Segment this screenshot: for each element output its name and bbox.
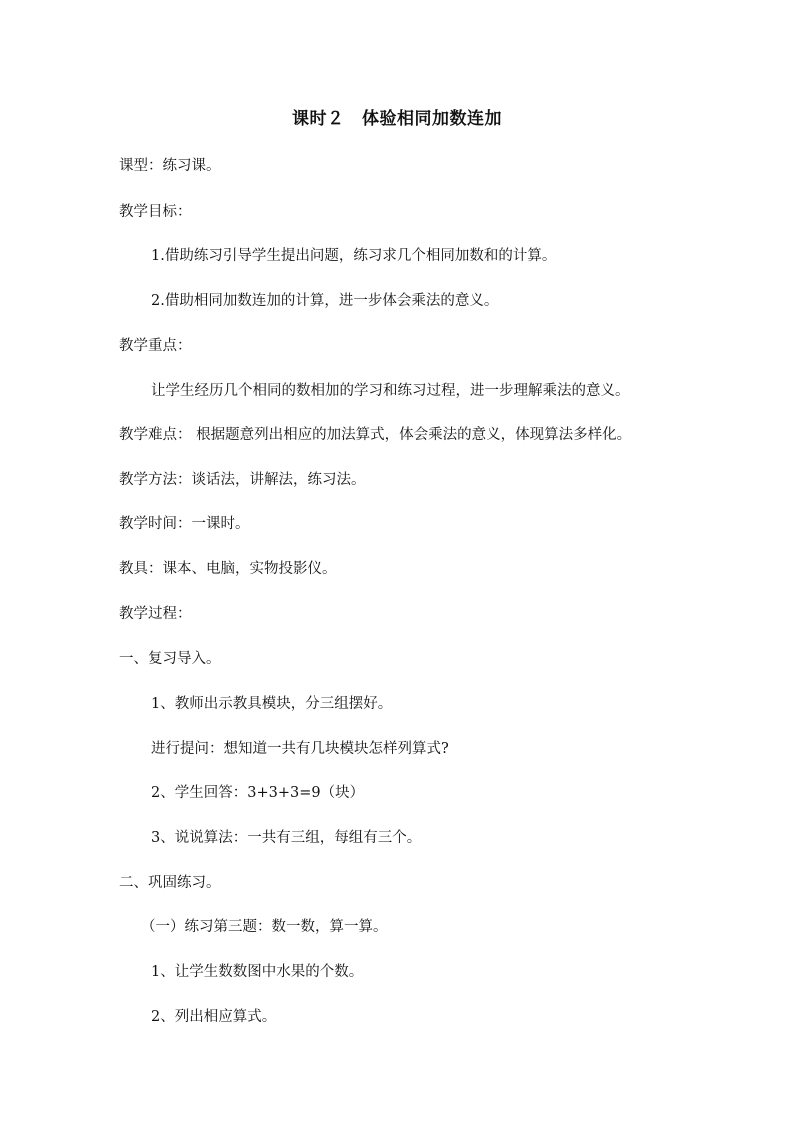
section-2-step-1: 1、让学生数数图中水果的个数。: [151, 964, 364, 980]
difficulty-line: 教学难点： 根据题意列出相应的加法算式，体会乘法的意义，体现算法多样化。: [119, 427, 632, 443]
teaching-time-line: 教学时间：一课时。: [119, 516, 250, 532]
teaching-aids-line: 教具：课本、电脑，实物投影仪。: [119, 561, 337, 577]
key-points-heading: 教学重点：: [119, 338, 192, 354]
key-points-text: 让学生经历几个相同的数相加的学习和练习过程，进一步理解乘法的意义。: [151, 383, 630, 399]
teaching-goals-heading: 教学目标：: [119, 204, 192, 220]
section-1-step-3: 3、说说算法：一共有三组，每组有三个。: [151, 830, 422, 846]
teaching-goal-2: 2.借助相同加数连加的计算，进一步体会乘法的意义。: [151, 293, 499, 309]
section-1-question: 进行提问：想知道一共有几块模块怎样列算式?: [151, 741, 449, 757]
section-2-subheading: （一）练习第三题：数一数，算一算。: [141, 919, 388, 935]
section-1-step-2: 2、学生回答：3+3+3=9（块）: [151, 785, 365, 801]
lesson-type-line: 课型：练习课。: [119, 158, 221, 174]
teaching-method-line: 教学方法：谈话法，讲解法，练习法。: [119, 472, 366, 488]
teaching-process-heading: 教学过程：: [119, 606, 192, 622]
page-title: 课时２ 体验相同加数连加: [292, 109, 502, 129]
section-2-step-2: 2、列出相应算式。: [151, 1009, 277, 1025]
section-1-step-1: 1、教师出示教具模块，分三组摆好。: [151, 696, 393, 712]
teaching-goal-1: 1.借助练习引导学生提出问题，练习求几个相同加数和的计算。: [151, 248, 557, 264]
section-1-heading: 一、复习导入。: [119, 651, 221, 667]
section-2-heading: 二、巩固练习。: [119, 875, 221, 891]
